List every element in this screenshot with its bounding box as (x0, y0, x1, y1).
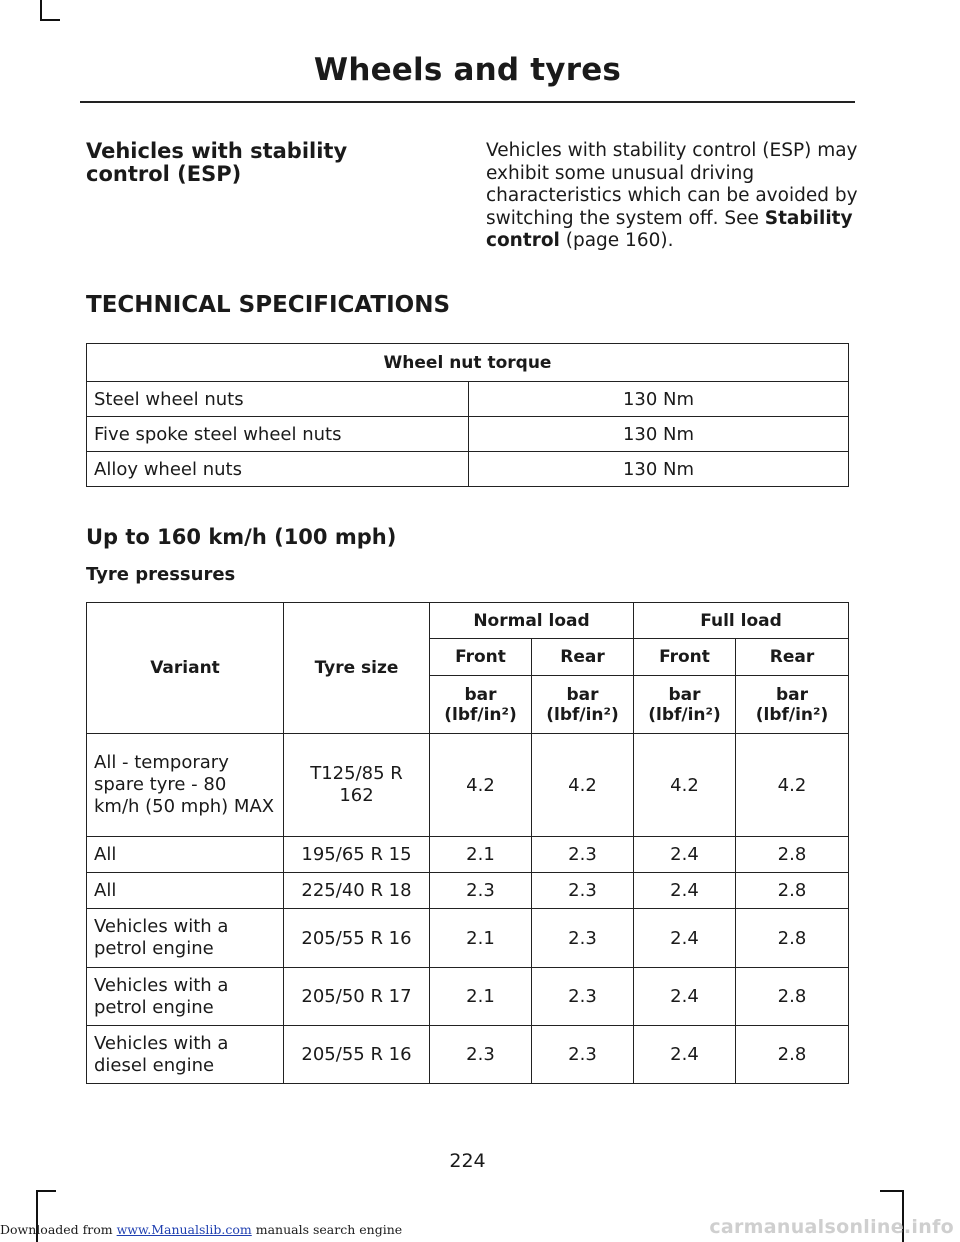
full-load-header: Full load (634, 603, 849, 639)
unit-bar: bar (464, 684, 497, 705)
title-divider (80, 101, 855, 103)
pressure-cell: 2.8 (736, 968, 849, 1026)
pressure-cell: 2.4 (634, 873, 736, 909)
normal-front-header: Front (430, 639, 532, 676)
unit-header (430, 676, 532, 734)
crop-mark-bottom-left-horizontal (36, 1190, 56, 1192)
pressure-cell: 4.2 (634, 734, 736, 837)
unit-bar: bar (775, 684, 809, 705)
table-row (87, 417, 849, 452)
technical-specifications-heading: TECHNICAL SPECIFICATIONS (86, 292, 451, 318)
variant-cell: All (87, 873, 284, 909)
esp-body-text: Vehicles with stability control (ESP) may exhibit some unusual driving characteristics which can be avoided by switching the system off. See (486, 140, 858, 229)
stability-control-reference: Stability control (486, 207, 853, 251)
esp-section-heading: Vehicles with stability control (ESP) (86, 139, 348, 186)
unit-header (634, 676, 736, 734)
torque-label: Steel wheel nuts (87, 382, 469, 417)
torque-label: Five spoke steel wheel nuts (87, 417, 469, 452)
manualslib-link[interactable]: www.Manualslib.com (116, 1222, 252, 1237)
torque-value: 130 Nm (469, 452, 849, 487)
table-row (87, 909, 849, 968)
pressure-cell: 2.8 (736, 837, 849, 873)
table-row (87, 873, 849, 909)
table-row (87, 382, 849, 417)
pressure-cell: 2.8 (736, 1026, 849, 1084)
pressure-cell: 2.8 (736, 909, 849, 968)
variant-cell: All - temporary spare tyre - 80 km/h (50 mph) MAX (87, 734, 284, 837)
pressure-cell: 2.3 (532, 968, 634, 1026)
pressure-cell: 2.8 (736, 873, 849, 909)
pressure-header-row-load (87, 603, 849, 639)
unit-bar: bar (566, 684, 599, 705)
unit-bar: bar (668, 684, 701, 705)
variant-cell: All (87, 837, 284, 873)
pressure-cell: 2.4 (634, 968, 736, 1026)
crop-mark-top-left-horizontal (40, 19, 60, 21)
tyre-pressures-table (86, 602, 849, 1084)
pressure-cell: 2.3 (532, 1026, 634, 1084)
footer-suffix: manuals search engine (251, 1222, 403, 1237)
pressure-cell: 4.2 (736, 734, 849, 837)
variant-cell: Vehicles with a petrol engine (87, 968, 284, 1026)
pressure-cell: 2.3 (532, 873, 634, 909)
pressure-cell: 4.2 (430, 734, 532, 837)
pressure-cell: 2.4 (634, 1026, 736, 1084)
tyre-size-cell: 205/50 R 17 (284, 968, 430, 1026)
pressure-cell: 2.3 (532, 909, 634, 968)
pressure-cell: 2.4 (634, 837, 736, 873)
tyre-size-cell: T125/85 R 162 (284, 734, 430, 837)
pressure-cell: 2.1 (430, 968, 532, 1026)
tyre-size-cell: 205/55 R 16 (284, 909, 430, 968)
tyre-size-cell: 225/40 R 18 (284, 873, 430, 909)
tyre-pressures-heading: Tyre pressures (86, 564, 236, 585)
download-footer (0, 1222, 402, 1237)
torque-header-row (87, 344, 849, 382)
pressure-cell: 2.3 (532, 837, 634, 873)
variant-cell: Vehicles with a petrol engine (87, 909, 284, 968)
wheel-nut-torque-table (86, 343, 849, 487)
pressure-cell: 2.3 (430, 1026, 532, 1084)
speed-range-heading: Up to 160 km/h (100 mph) (86, 525, 397, 549)
full-front-header: Front (634, 639, 736, 676)
torque-label: Alloy wheel nuts (87, 452, 469, 487)
torque-value: 130 Nm (469, 382, 849, 417)
table-row (87, 968, 849, 1026)
pressure-cell: 2.3 (430, 873, 532, 909)
full-rear-header: Rear (736, 639, 849, 676)
torque-value: 130 Nm (469, 417, 849, 452)
tyre-size-cell: 205/55 R 16 (284, 1026, 430, 1084)
unit-header (736, 676, 849, 734)
page-title: Wheels and tyres (313, 52, 622, 88)
unit-lbf: (lbf/in²) (755, 704, 829, 725)
normal-load-header: Normal load (430, 603, 634, 639)
variant-cell: Vehicles with a diesel engine (87, 1026, 284, 1084)
watermark: carmanualsonline.info (709, 1216, 954, 1238)
crop-mark-bottom-right-horizontal (880, 1190, 904, 1192)
crop-mark-top-left-vertical (40, 0, 42, 20)
pressure-cell: 4.2 (532, 734, 634, 837)
normal-rear-header: Rear (532, 639, 634, 676)
footer-prefix: Downloaded from (0, 1222, 117, 1237)
unit-lbf: (lbf/in²) (546, 704, 619, 725)
variant-header: Variant (87, 603, 284, 734)
pressure-cell: 2.1 (430, 909, 532, 968)
torque-table-header: Wheel nut torque (87, 344, 849, 382)
esp-page-reference: (page 160). (559, 230, 674, 251)
table-row (87, 837, 849, 873)
pressure-cell: 2.1 (430, 837, 532, 873)
table-row (87, 1026, 849, 1084)
tyre-size-cell: 195/65 R 15 (284, 837, 430, 873)
unit-header (532, 676, 634, 734)
table-row (87, 734, 849, 837)
esp-section-body (486, 140, 858, 253)
pressure-cell: 2.4 (634, 909, 736, 968)
table-row (87, 452, 849, 487)
unit-lbf: (lbf/in²) (444, 704, 517, 725)
unit-lbf: (lbf/in²) (648, 704, 721, 725)
page-number: 224 (449, 1150, 486, 1172)
tyre-size-header: Tyre size (284, 603, 430, 734)
